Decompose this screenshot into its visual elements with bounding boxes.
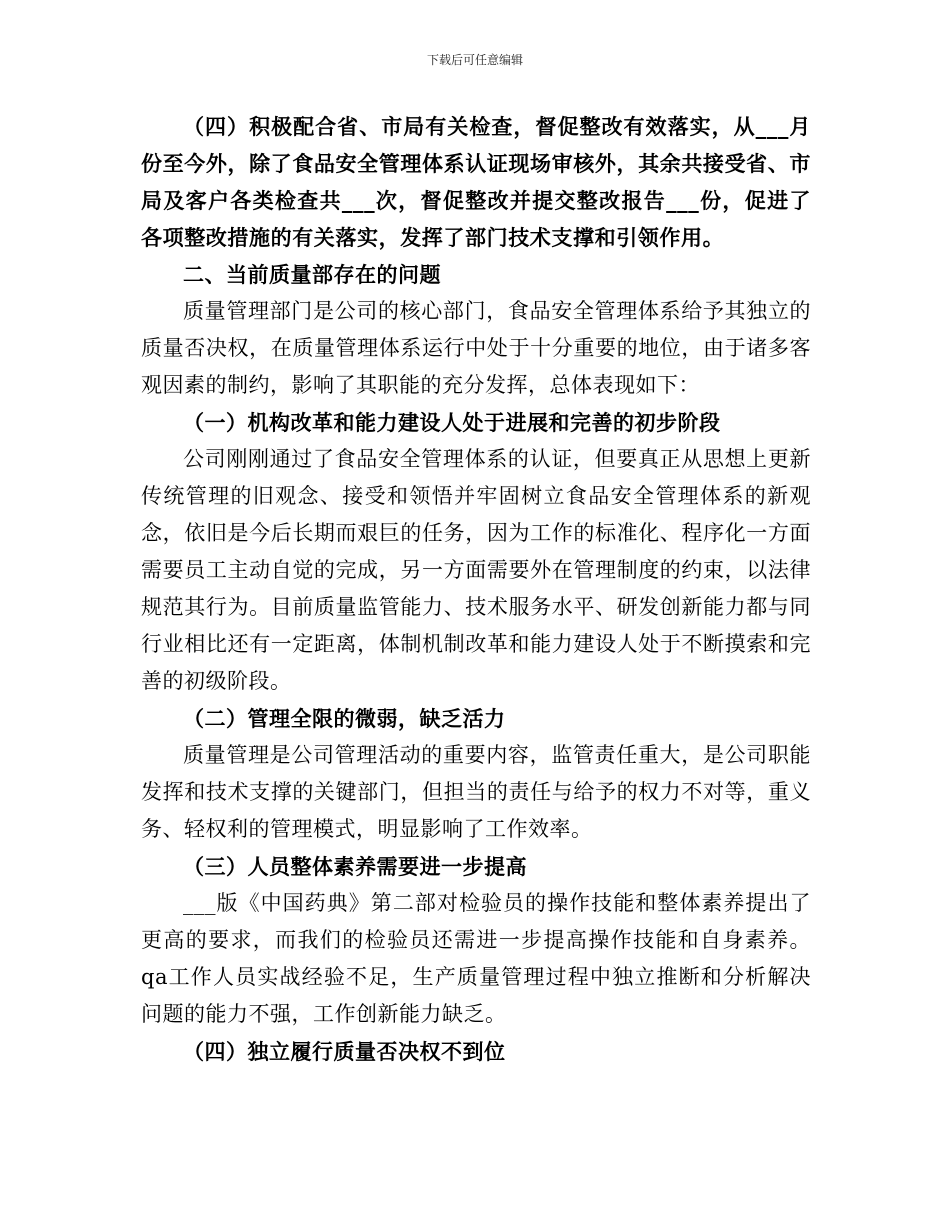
page-header: 下载后可任意编辑 bbox=[426, 53, 523, 67]
paragraph-institutional-reform: 公司刚刚通过了食品安全管理体系的认证，但要真正从思想上更新传统管理的旧观念、接受和领悟并牢固树立食品安全管理体系的新观念，依旧是今后长期而艰巨的任务，因为工作的标准化、程序化一方面需要员工主动自觉的完成，另一方面需要外在管理制度的约束，以法律规范其行为。目前质量监管能力、技术服务水平、研发创新能力都与同行业相比还有一定距离，体制机制改革和能力建设人处于不断摸索和完善的初级阶段。 bbox=[141, 447, 811, 693]
paragraph-inspection-cooperation: （四）积极配合省、市局有关检查，督促整改有效落实，从___月份至今外，除了食品安全管理体系认证现场审核外，其余共接受省、市局及客户各类检查共___次，督促整改并提交整改报告___份，促进了各项整改措施的有关落实，发挥了部门技术支撑和引领作用。 bbox=[141, 114, 811, 250]
subheading-staff-quality: （三）人员整体素养需要进一步提高 bbox=[183, 854, 527, 879]
document-body bbox=[141, 108, 811, 1070]
paragraph-weak-authority: 质量管理是公司管理活动的重要内容，监管责任重大，是公司职能发挥和技术支撑的关键部门，但担当的责任与给予的权力不对等，重义务、轻权利的管理模式，明显影响了工作效率。 bbox=[141, 743, 811, 841]
subheading-veto-right: （四）独立履行质量否决权不到位 bbox=[183, 1039, 506, 1064]
paragraph-qa-department-role: 质量管理部门是公司的核心部门，食品安全管理体系给予其独立的质量否决权，在质量管理体系运行中处于十分重要的地位，由于诸多客观因素的制约，影响了其职能的充分发挥，总体表现如下： bbox=[141, 299, 811, 397]
subheading-weak-authority: （二）管理全限的微弱，缺乏活力 bbox=[183, 706, 506, 731]
section-heading-problems: 二、当前质量部存在的问题 bbox=[183, 262, 441, 287]
subheading-institutional-reform: （一）机构改革和能力建设人处于进展和完善的初步阶段 bbox=[183, 410, 721, 435]
paragraph-staff-quality: ___版《中国药典》第二部对检验员的操作技能和整体素养提出了更高的要求，而我们的检验员还需进一步提高操作技能和自身素养。qa工作人员实战经验不足，生产质量管理过程中独立推断和分析解决问题的能力不强，工作创新能力缺乏。 bbox=[141, 891, 811, 1026]
